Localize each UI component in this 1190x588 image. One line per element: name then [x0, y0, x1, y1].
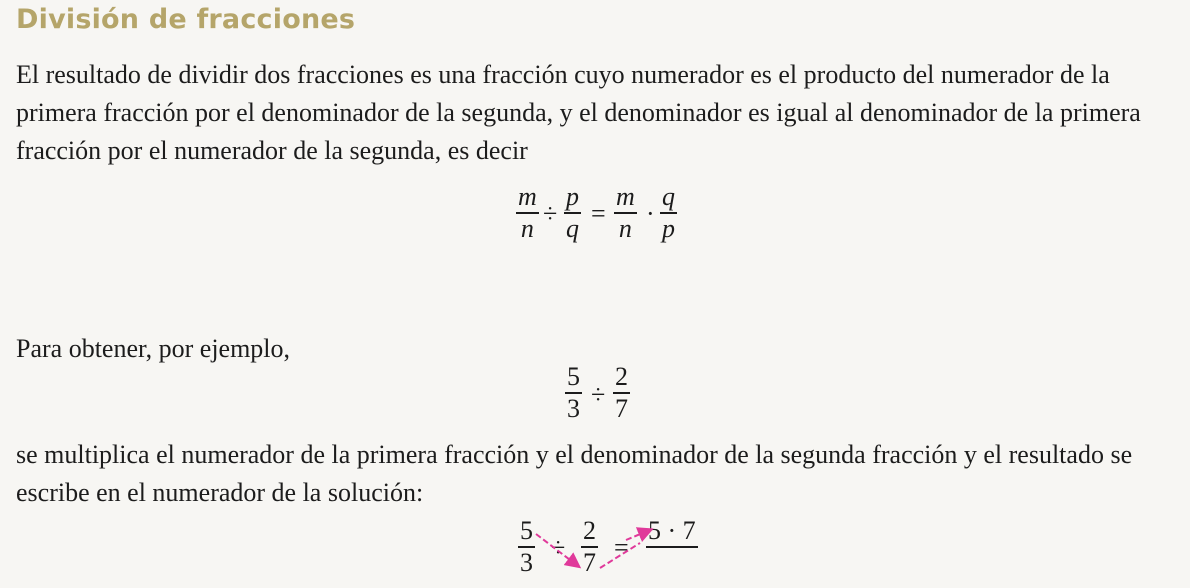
numerator: 5: [567, 362, 580, 391]
equals-sign: =: [591, 199, 606, 228]
numerator: q: [662, 182, 675, 211]
denominator: q: [566, 213, 579, 243]
definition-paragraph: El resultado de dividir dos fracciones es una fracción cuyo numerador es el producto del numerador de la primera fracción por el denominador de la segunda, y el denominador es igual al denominador de la primera fracción por el numerador de la segunda, es decir: [16, 60, 1141, 165]
denominator: n: [618, 213, 632, 243]
denominator: 7: [615, 393, 628, 423]
denominator: 7: [583, 547, 596, 577]
numerator: 5: [520, 516, 533, 545]
example-intro: Para obtener, por ejemplo,: [16, 334, 291, 363]
divide-sign: ÷: [591, 380, 606, 409]
arrow-numerator-to-denominator: [536, 534, 578, 566]
section-title: División de fracciones: [16, 4, 356, 35]
divide-sign: ÷: [551, 533, 566, 562]
denominator: n: [520, 213, 534, 243]
divide-sign: ÷: [543, 199, 558, 228]
explanation-paragraph: se multiplica el numerador de la primera fracción y el denominador de la segunda fracción y el resultado se escribe en el numerador de la solución:: [16, 440, 1133, 507]
result-numerator: 5 · 7: [648, 516, 696, 545]
denominator: 3: [567, 393, 580, 423]
multiply-dot: ·: [646, 199, 655, 228]
numerator: 2: [583, 516, 596, 545]
arrow-denominator-to-result: [600, 543, 640, 568]
numerator: 2: [615, 362, 628, 391]
numerator: m: [616, 182, 635, 211]
denominator: 3: [520, 547, 533, 577]
numerator: m: [518, 182, 537, 211]
denominator: p: [662, 213, 675, 243]
numerator: p: [566, 182, 579, 211]
arrow-to-result-numerator: [626, 530, 650, 540]
equals-sign: =: [614, 533, 629, 562]
